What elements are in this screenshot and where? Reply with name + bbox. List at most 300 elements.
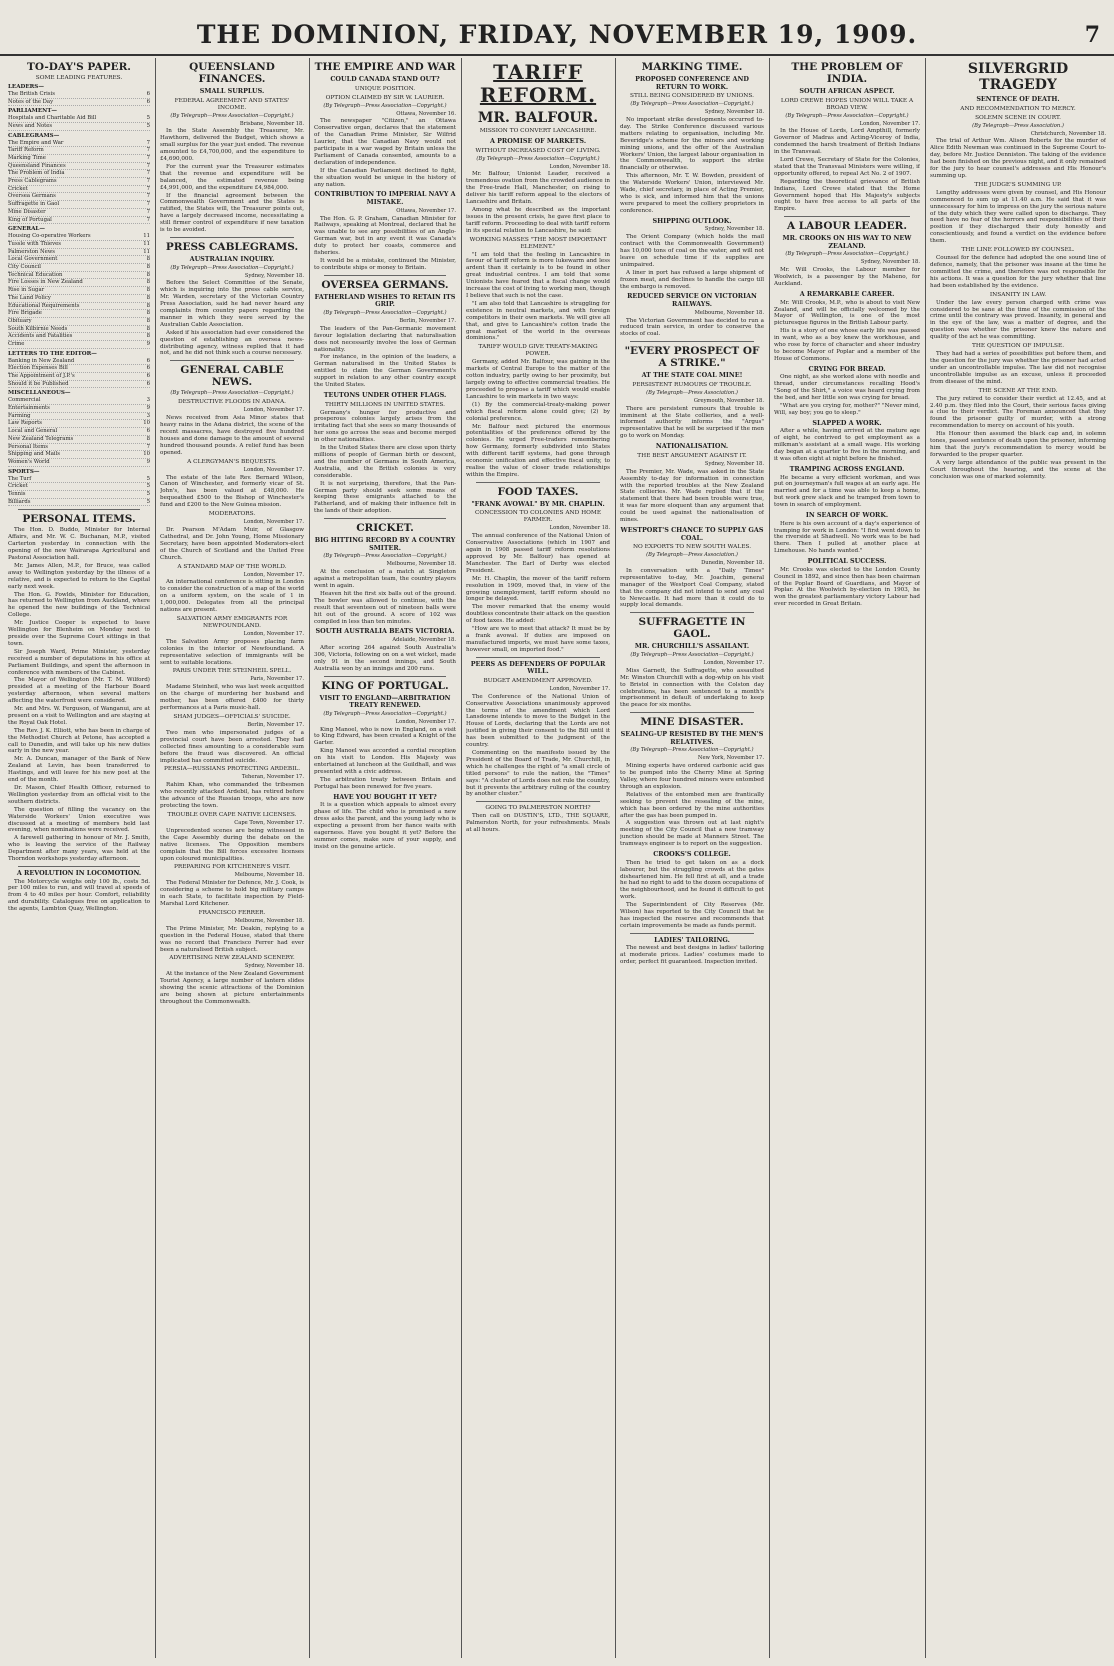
contents-item-label: Entertainments: [8, 405, 50, 412]
contents-item-label: Obituary: [8, 317, 32, 324]
contents-item-label: Women's World: [8, 458, 50, 465]
article-subheading: CONTRIBUTION TO IMPERIAL NAVY A MISTAKE.: [314, 190, 456, 207]
paragraph: Counsel for the defence had adopted the one sound line of defence, namely, that the prisoner was insane at the time he committed the crime, and therefore was not responsible for his actions. It was a question for the jury whether that line had been established by the evidence.: [930, 255, 1106, 289]
byline: (By Telegraph—Press Association—Copyright.): [476, 155, 600, 162]
paragraph: One night, as she worked alone with needle and thread, under circumstances recalling Hood's "Song of the Shirt," a voice was heard crying from the bed, and her little son was crying for bread.: [774, 374, 920, 402]
contents-item-page: 5: [146, 115, 150, 122]
contents-list: [8, 115, 150, 130]
paragraph: The annual conference of the National Union of Conservative Associations (which in 1907 and again in 1908 passed tariff reform resolutions approved by Mr. Balfour) has opened at Manchester. The Earl of Derby was elected President.: [466, 533, 610, 574]
page-number: 7: [1084, 22, 1100, 48]
paragraph: The Hon. D. Buddo, Minister for Internal Affairs, and Mr. W. C. Buchanan, M.P., visited Carterton yesterday in connection with the opening of the new Wairarapa Agricultural and Pastoral Association hall.: [8, 527, 150, 562]
contents-item: [8, 163, 150, 171]
contents-item-label: The Empire and War: [8, 139, 64, 146]
article-subheading: AT THE STATE COAL MINE!: [641, 371, 743, 380]
dateline: Melbourne, November 18.: [234, 872, 304, 879]
dateline: Teheran, November 17.: [241, 774, 304, 781]
paragraph: Dr. Mason, Chief Health Officer, returned to Wellington yesterday from an official visit to the southern districts.: [8, 785, 150, 805]
news-item-title: PERSIA—RUSSIANS PROTECTING ARDEBIL.: [163, 766, 301, 773]
paragraph: (1) By the commercial-treaty-making power which fiscal reform alone could give; (2) by colonial preference.: [466, 401, 610, 422]
contents-item-label: The Problem of India: [8, 170, 65, 177]
paragraph: "I am told that the feeling in Lancashire in favour of tariff reform is more lukewarm and less ardent than it certainly is to be found in other great industrial centres. I am told that some Unionists have feared that a fiscal change would increase the cost of living to working men, though I believe that such is not the case.: [466, 251, 610, 299]
contents-item-label: Election Expenses Bill: [8, 365, 68, 372]
news-item-title: A CLERGYMAN'S BEQUESTS.: [187, 458, 277, 465]
article-subheading: HAVE YOU BOUGHT IT YET?: [333, 792, 437, 801]
food-taxes-heading: FOOD TAXES.: [497, 485, 579, 498]
paragraph: Lord Crewe, Secretary of State for the Colonies, stated that the Transvaal Ministers were willing, if opportunity offered, to repeal Act No. 2 of 1907.: [774, 157, 920, 177]
contents-item-label: New Zealand Telegrams: [8, 435, 74, 442]
contents-item-label: Should it be Published: [8, 380, 69, 387]
paragraph: Here is his own account of a day's experience of tramping for work in London: "I first went down to the riverside at Shadwell. No work was to be had there. Then I pulled at another place at Limehouse. No hands wanted.": [774, 520, 920, 555]
dateline: Melbourne, November 18.: [694, 309, 764, 316]
article-subheading: WESTPORT'S CHANCE TO SUPPLY GAS COAL.: [620, 525, 764, 542]
section-title: INSANITY IN LAW.: [989, 291, 1047, 298]
paragraph: The trial of Arthur Wm. Alison Roberts for the murder of Alice Edith Newman was continued in the Supreme Court to-day, before Mr. Justice Denniston. The taking of the evidence had been finished on the previous night, and it only remained for the jury to hear counsel's addresses and His Honour's summing up.: [930, 138, 1106, 179]
contents-item-page: 7: [146, 154, 150, 161]
contents-item-page: 5: [146, 122, 150, 129]
article-subheading: SEALING-UP RESISTED BY THE MEN'S RELATIVES.: [620, 730, 764, 746]
contents-item-page: 6: [146, 365, 150, 372]
contents-item-page: 6: [146, 357, 150, 364]
contents-item-page: 10: [143, 451, 150, 458]
article-heading: MINE DISASTER.: [640, 716, 744, 729]
contents-item: [8, 99, 150, 107]
article-heading: KING OF PORTUGAL.: [321, 679, 449, 692]
paragraph: There are persistent rumours that trouble is imminent at the State collieries, and a well-informed authority informs the "Argus" representative that he will be surprised if the men go to work on Monday.: [620, 405, 764, 440]
news-item-title: MODERATORS.: [208, 511, 256, 518]
contents-item: [8, 358, 150, 366]
paragraph: This afternoon, Mr. T. W. Bowden, president of the Waterside Workers' Union, interviewed Mr. Wade, chief secretary, in place of Acting Premier, who is sick, and informed him that the unions were prepared to meet the colliery proprietors in conference.: [620, 173, 764, 214]
contents-item-page: 7: [146, 185, 150, 192]
contents-item: [8, 264, 150, 272]
contents-group-title: PARLIAMENT—: [8, 108, 58, 115]
tariff-quote-heading: WORKING MASSES "THE MOST IMPORTANT ELEMENT.": [469, 236, 607, 250]
article-heading: "EVERY PROSPECT OF A STRIKE.": [624, 345, 760, 370]
separator: [18, 866, 140, 867]
contents-item: [8, 444, 150, 452]
contents-item: [8, 91, 150, 99]
paragraph: His is a story of one whose early life was passed in want, who as a boy knew the workhouse, and who rose by force of character and sheer industry to become Mayor of Poplar and a member of the House of Commons.: [774, 328, 920, 362]
paragraph: At the conclusion of a match at Singleton against a metropolitan team, the country players went in again.: [314, 569, 456, 589]
masthead: [0, 18, 1114, 56]
paragraph: Two men who impersonated judges of a provincial court have been arrested. They had collected fines amounting to a considerable sum before the fraud was discovered. An official implicated has committed suicide.: [160, 729, 304, 764]
contents-item-label: Hospitals and Charitable Aid Bill: [8, 115, 97, 122]
contents-item-label: Palmerston News: [8, 248, 56, 255]
food-taxes-sub2: CONCESSION TO COLONIES AND HOME FARMER.: [474, 510, 602, 524]
contents-item-label: Cricket: [8, 185, 28, 192]
contents-item-page: 7: [146, 170, 150, 177]
contents-item: [8, 341, 150, 349]
tariff-sub3: A PROMISE OF MARKETS.: [489, 137, 587, 145]
silvergrid-closing: [930, 431, 1106, 480]
contents-item-label: Tussle with Thieves: [8, 240, 61, 247]
article-subheading: SHIPPING OUTLOOK.: [652, 216, 732, 225]
ad-heading: A REVOLUTION IN LOCOMOTION.: [16, 868, 142, 877]
contents-item: [8, 310, 150, 318]
byline: (By Telegraph—Press Association—Copyright.): [785, 251, 909, 258]
dateline: Greymouth, November 18.: [693, 397, 764, 404]
contents-item: [8, 170, 150, 178]
paragraph: A liner in port has refused a large shipment of frozen meat, and declines to handle the cargo till the embargo is removed.: [620, 269, 764, 290]
paragraph: The Orient Company (which holds the mail contract with the Commonwealth Government) has 10,000 tons of coal on the water, and will not leave on schedule time if its supplies are unimpaired.: [620, 234, 764, 268]
contents-item-page: 5: [146, 498, 150, 505]
contents-item-page: 8: [146, 271, 150, 278]
paragraph: The Victorian Government has decided to run a reduced train service, in order to conserve the stocks of coal.: [620, 317, 764, 338]
tariff-body-2: [466, 252, 610, 343]
paragraph: Germany's hunger for productive and prosperous colonies largely arises from the irritating fact that she sees so many thousands of her sons go across the seas and become merged in other nationalities.: [314, 409, 456, 444]
contents-item: [8, 451, 150, 459]
todays-paper-subheading: SOME LEADING FEATURES.: [35, 75, 123, 81]
contents-item: [8, 140, 150, 148]
paragraph: The Hon. G. Fowlds, Minister for Education, has returned to Wellington from Auckland, where he opened the new buildings of the Technical College.: [8, 591, 150, 619]
dateline: Sydney, November 18.: [704, 460, 764, 467]
contents-item-label: Fire Brigade: [8, 310, 42, 317]
contents-item: [8, 295, 150, 303]
section-title: THE SCENE AT THE END.: [978, 387, 1058, 394]
paragraph: Mr. A. Duncan, manager of the Bank of New Zealand at Levin, has been transferred to Hastings, and will leave for his new post at the end of the month.: [8, 756, 150, 784]
contents-item-label: Educational Requirements: [8, 302, 80, 309]
paragraph: It would be a mistake, continued the Minister, to contribute ships or money to Britain.: [314, 258, 456, 271]
dateline: London, November 17.: [859, 120, 920, 127]
contents-item-page: 7: [146, 162, 150, 169]
section-title: THE JUDGE'S SUMMING UP.: [974, 181, 1062, 188]
contents-item-page: 10: [143, 420, 150, 427]
contents-item: [8, 287, 150, 295]
byline: (By Telegraph—Press Association—Copyright.): [785, 112, 909, 119]
article-subheading: TEUTONS UNDER OTHER FLAGS.: [323, 390, 447, 399]
article-heading: SUFFRAGETTE IN GAOL.: [638, 616, 746, 641]
byline: (By Telegraph—Press Association.): [646, 552, 738, 559]
silvergrid-sections: [930, 182, 1106, 430]
column-rule: [925, 58, 926, 1658]
dateline: London, November 17.: [243, 466, 304, 473]
palmerston-ad-text: Then call on DUSTIN'S, LTD., THE SQUARE, Palmerston North, for your refreshments. Meals at all hours.: [466, 813, 610, 834]
separator: [324, 676, 446, 677]
separator: [784, 216, 910, 217]
dateline: Sydney, November 18.: [704, 226, 764, 233]
contents-item-page: 9: [146, 341, 150, 348]
paragraph: If the financial agreement between the Commonwealth Government and the States is ratified, the States will, the Treasurer points out, have a largely decreased income, necessitating a still firmer control of expenditure if new taxation is to be avoided.: [160, 192, 304, 234]
separator: [324, 275, 446, 276]
article-subheading: OPTION CLAIMED BY SIR W. LAURIER.: [325, 94, 445, 101]
byline: (By Telegraph—Press Association—Copyright.): [323, 553, 447, 560]
column-rule: [769, 58, 770, 1658]
byline: (By Telegraph—Press Association—Copyright.): [630, 101, 754, 108]
paragraph: The Salvation Army proposes placing farm colonies in the interior of Newfoundland. A representative selection of immigrants will be sent to suitable locations.: [160, 638, 304, 666]
dateline: Dunedin, November 18.: [701, 560, 764, 567]
paragraph: For instance, in the opinion of the leaders, a German naturalised in the United States is entitled to claim the German Government's support in relation to any other country except the United States.: [314, 354, 456, 389]
contents-item-label: City Council: [8, 263, 41, 270]
paragraph: Madame Steinheil, who was last week acquitted on the charge of murdering her husband and mother, has been offered £400 for thirty performances at a Paris music-hall.: [160, 684, 304, 712]
contents-item-label: South Kilbirnie Needs: [8, 325, 68, 332]
paragraph: Unprecedented scenes are being witnessed in the Cape Assembly during the debate on the native licenses. The Opposition members complain that the Bill forces excessive licenses upon coloured municipalities.: [160, 827, 304, 862]
paragraph: "How are we to meet that attack? It must be by a frank avowal. If duties are imposed on manufactured imports, we must have some taxes, however small, on imported food.": [466, 626, 610, 653]
tariff-reform-heading: TARIFF REFORM.: [479, 60, 597, 107]
article-heading: THE EMPIRE AND WAR: [314, 61, 456, 73]
personal-items-heading: PERSONAL ITEMS.: [22, 513, 136, 526]
contents-item-page: 8: [146, 294, 150, 301]
contents-item-page: 11: [143, 248, 150, 255]
paragraph: King Manoel was accorded a cordial reception on his visit to London. His Majesty was entertained at luncheon at the Guildhall, and was presented with a civic address.: [314, 748, 456, 775]
contents-item-label: The Turf: [8, 475, 32, 482]
separator: [170, 237, 294, 238]
news-item-title: FRANCISCO FERRER.: [198, 909, 266, 916]
contents-item-label: Farming: [8, 412, 31, 419]
contents-item: [8, 333, 150, 341]
silvergrid-sub2: AND RECOMMENDATION TO MERCY.: [960, 105, 1076, 112]
paragraph: In the United States there are close upon thirty millions of people of German birth or descent, and the number of Germans in South America, Australia, and the British colonies is very considerable.: [314, 445, 456, 479]
contents-item-page: 3: [146, 397, 150, 404]
contents-item-label: Crime: [8, 341, 25, 348]
dateline: Melbourne, November 18.: [386, 561, 456, 568]
column-rule: [155, 58, 156, 1658]
separator: [630, 933, 754, 934]
contents-item-page: 8: [146, 287, 150, 294]
dateline: London, November 17.: [243, 407, 304, 414]
article-subheading: THIRTY MILLIONS IN UNITED STATES.: [325, 401, 445, 408]
contents-item-page: 7: [146, 139, 150, 146]
article-subheading: NATIONALISATION.: [655, 442, 729, 451]
paragraph: News received from Asia Minor states that heavy rains in the Adana district, the scene of the recent massacres, have destroyed five hundred houses and done damage to the amount of several hundred thousand pounds. A relief fund has been opened.: [160, 415, 304, 456]
paragraph: After a while, having arrived at the mature age of eight, he contrived to get employment as a milkman's assistant at a small wage. His working day began at a quarter to five in the morning, and it was often eight at night before he finished.: [774, 428, 920, 462]
contents-item-label: Shipping and Mails: [8, 451, 61, 458]
paragraph: Mining experts have ordered carbonic acid gas to be pumped into the Cherry Mine at Spring Valley, where four hundred miners were entombed through an explosion.: [620, 763, 764, 790]
article-subheading: COULD CANADA STAND OUT?: [330, 75, 440, 83]
contents-item-page: 7: [146, 147, 150, 154]
paragraph: Relatives of the entombed men are frantically seeking to prevent the resealing of the mine, which has been ordered by the mine authorities after the gas has been pumped in.: [620, 791, 764, 819]
separator: [630, 341, 754, 342]
contents-item-page: 8: [146, 435, 150, 442]
paragraph: An international conference is sitting in London to consider the construction of a map of the world on a uniform system, on the scale of 1 in 1,000,000. Delegates from all the principal nations are present.: [160, 579, 304, 614]
paragraph: He became a very efficient workman, and was put on journeyman's full wages at an early age. He married and for a time was able to keep a home, but work grew slack and he tramped from town to town in search of employment.: [774, 474, 920, 509]
article-subheading: UNIQUE POSITION.: [354, 85, 416, 92]
contents-item: [8, 365, 150, 373]
contents-item-page: 6: [146, 90, 150, 97]
contents-item-label: The Appointment of J.P.'s: [8, 373, 75, 380]
dateline: London, November 17.: [243, 630, 304, 637]
paragraph: Regarding the theoretical grievance of British Indians, Lord Crewe stated that the Home Government hoped that His Majesty's subjects ought to have free access to all parts of the Empire.: [774, 178, 920, 213]
contents-item: [8, 178, 150, 186]
contents-item-label: Tariff Reform: [8, 147, 44, 154]
contents-item: [8, 241, 150, 249]
separator: [170, 360, 294, 361]
contents-item-page: 7: [146, 216, 150, 223]
dateline: London, November 17.: [703, 659, 764, 666]
tariff-quote-heading-2: TARIFF WOULD GIVE TREATY-MAKING POWER.: [478, 344, 598, 358]
contents-item: [8, 499, 150, 507]
contents-item: [8, 209, 150, 217]
section-title: THE QUESTION OF IMPULSE.: [971, 343, 1065, 350]
contents-item: [8, 476, 150, 484]
contents-item-page: 8: [146, 333, 150, 340]
contents-list: [8, 358, 150, 389]
news-item-title: SALVATION ARMY EMIGRANTS FOR NEWFOUNDLAND.: [176, 615, 288, 629]
contents-item-label: Accidents and Fatalities: [8, 333, 73, 340]
contents-item-label: Billiards: [8, 498, 31, 505]
contents-item-page: 3: [146, 412, 150, 419]
separator: [324, 518, 446, 519]
contents-item: [8, 303, 150, 311]
paragraph: "I am also told that Lancashire is struggling for existence in neutral markets, and with foreign competitors in their own markets. We will give all that, and give to Lancashire's cotton trade the great market of the world in the overseas dominions.": [466, 300, 610, 342]
contents-item: [8, 397, 150, 405]
paragraph: The arbitration treaty between Britain and Portugal has been renewed for five years.: [314, 776, 456, 790]
paragraph: Mr. Justice Cooper is expected to leave Wellington for Blenheim on Monday next to preside over the Supreme Court sittings in that town.: [8, 620, 150, 647]
article-heading: CRICKET.: [356, 522, 414, 535]
paragraph: It is not surprising, therefore, that the Pan-German party should seek some means of keeping these emigrants attached to the Fatherland, and of making their influence felt in the lands of their adoption.: [314, 480, 456, 515]
article-subheading: PERSISTENT RUMOURS OF TROUBLE.: [632, 381, 752, 388]
paragraph: The newest and best designs in ladies' tailoring at moderate prices. Ladies' costumes made to order, perfect fit guaranteed. Inspection invited.: [620, 945, 764, 966]
contents-item-page: 7: [146, 201, 150, 208]
silvergrid-intro: [930, 138, 1106, 179]
article-subheading: AUSTRALIAN INQUIRY.: [189, 255, 275, 263]
contents-item: [8, 318, 150, 326]
contents-item: [8, 483, 150, 491]
paragraph: Mr. James Allen, M.P., for Bruce, was called away to Wellington yesterday by the illness of a relative, and is expected to return to the Capital early next week.: [8, 562, 150, 590]
ad-heading: LADIES' TAILORING.: [654, 935, 730, 944]
contents-item-page: 7: [146, 193, 150, 200]
article-subheading: FATHERLAND WISHES TO RETAIN ITS GRIP.: [314, 292, 456, 309]
tariff-body-3: [466, 359, 610, 478]
todays-paper-heading: TO-DAY'S PAPER.: [27, 61, 131, 73]
column-todays-paper: [8, 58, 150, 1658]
article-heading: OVERSEA GERMANS.: [321, 278, 449, 291]
contents-item-label: Queensland Finances: [8, 162, 66, 169]
separator: [476, 657, 600, 658]
contents-item-page: 8: [146, 256, 150, 263]
paragraph: A farewell gathering in honour of Mr. J. Smith, who is leaving the service of the Railway Department after many years, was held at the Thorndon workshops yesterday afternoon.: [8, 835, 150, 863]
contents-item-page: 8: [146, 279, 150, 286]
contents-item-page: 5: [146, 483, 150, 490]
paragraph: The Rev. J. K. Elliott, who has been in charge of the Methodist Church at Petone, has accepted a call to Dunedin, and will take up his new duties early in the new year.: [8, 727, 150, 755]
paragraph: The Prime Minister, Mr. Deakin, replying to a question in the Federal House, stated that there was no record that Francisco Ferrer had ever been a naturalised British subject.: [160, 925, 304, 953]
news-item-title: TROUBLE OVER CAPE NATIVE LICENSES.: [167, 811, 297, 818]
paragraph: The Mayor of Wellington (Mr. T. M. Wilford) presided at a meeting of the Harbour Board yesterday afternoon, when several matters affecting the waterfront were considered.: [8, 677, 150, 705]
column-problem-of-india: [774, 58, 920, 1658]
dateline: London, November 17.: [549, 685, 610, 692]
contents-item-page: 7: [146, 443, 150, 450]
article-heading: PRESS CABLEGRAMS.: [165, 241, 299, 253]
column-silvergrid-tragedy: [930, 58, 1106, 1658]
contents-item-page: 5: [146, 490, 150, 497]
paragraph: The question of filling the vacancy on the Waterside Workers' Union executive was discussed at a meeting of members held last evening, when nominations were received.: [8, 806, 150, 834]
column-queensland-press-cables: [160, 58, 304, 1658]
article-subheading: SMALL SURPLUS.: [199, 87, 265, 95]
contents-item-page: 6: [146, 98, 150, 105]
news-item-title: PARIS UNDER THE STEINHEIL SPELL.: [172, 668, 292, 675]
contents-item: [8, 413, 150, 421]
peers-body: [466, 694, 610, 799]
contents-group-title: LETTERS TO THE EDITOR—: [8, 350, 97, 357]
paragraph: The Federal Minister for Defence, Mr. J. Cook, is considering a scheme to hold big military camps in each State, to facilitate inspection by Field-Marshal Lord Kitchener.: [160, 880, 304, 908]
dateline: Berlin, November 17.: [247, 722, 304, 728]
article-subheading: FEDERAL AGREEMENT AND STATES' INCOME.: [174, 97, 290, 111]
article-subheading: MR. CHURCHILL'S ASSAILANT.: [634, 642, 750, 651]
contents-item: [8, 123, 150, 131]
dateline: Melbourne, November 18.: [234, 917, 304, 924]
contents-item-label: Cricket: [8, 483, 28, 490]
paragraph: Mr. Balfour next pictured the enormous potentialities of the preference offered by the colonies. He urged Free-traders remembering how Germany, formerly subdivided into States with different tariff systems, had gone through economic unification and effective fiscal unity, to realise the value of closer trade relationships within the Empire.: [466, 423, 610, 478]
article-subheading: POLITICAL SUCCESS.: [807, 557, 887, 566]
contents-item-label: Mine Disaster: [8, 208, 46, 215]
paragraph: Mr. Will Crooks, M.P., who is about to visit New Zealand, and will be officially welcomed by the Mayor of Wellington, is one of the most picturesque figures in the British Labour party.: [774, 299, 920, 327]
palmerston-ad-heading: GOING TO PALMERSTON NORTH?: [485, 805, 591, 812]
tariff-body-1: [466, 171, 610, 234]
contents-item: [8, 420, 150, 428]
personal-items: [8, 527, 150, 863]
paragraph: The Conference of the National Union of Conservative Associations unanimously approved the terms of the amendment which Lord Lansdowne intends to move to the Budget in the House of Lords, declaring that the Lords are not justified in giving their consent to the Bill until it has been submitted to the judgment of the country.: [466, 693, 610, 749]
paragraph: The newspaper "Citizen," an Ottawa Conservative organ, declares that the statement of the Canadian Prime Minister, Sir Wilfrid Laurier, that the Canadian Navy would not participate in a war waged by Britain unless the Parliament of Canada consented, amounts to a declaration of independence.: [314, 118, 456, 166]
contents-item-label: Local Government: [8, 256, 58, 263]
article-subheading: IN SEARCH OF WORK.: [805, 511, 889, 520]
contents-item: [8, 147, 150, 155]
column-rule: [309, 58, 310, 1658]
separator: [630, 712, 754, 713]
contents-item: [8, 256, 150, 264]
silvergrid-sub3: SOLEMN SCENE IN COURT.: [975, 114, 1061, 121]
contents-item: [8, 436, 150, 444]
paragraph: Commenting on the manifesto issued by the President of the Board of Trade, Mr. Churchill, in which he challenges the right of "a small circle of titled persons" to rule the nation, the "Times" says: "A cluster of Lords does not rule the country, but it prevents the arbitrary ruling of the country by another cluster.": [466, 750, 610, 798]
contents-item-label: Tennis: [8, 490, 26, 497]
contents-list: [8, 91, 150, 106]
contents-item-label: Personal Items: [8, 443, 48, 450]
contents-item: [8, 201, 150, 209]
dateline: Cape Town, November 17.: [234, 819, 304, 826]
dateline: Sydney, November 18.: [244, 272, 304, 279]
contents-item-label: Oversea Germans: [8, 193, 56, 200]
paragraph: Before the Select Committee of the Senate, which is inquiring into the press cable service, Mr. Warden, secretary of the Victorian Country Press Association, said he had never heard any complaints from country papers regarding the manner in which they were served by the Australian Cable Association.: [160, 280, 304, 328]
dateline: Christchurch, November 18.: [1030, 130, 1106, 137]
contents-item-page: 11: [143, 240, 150, 247]
contents-item: [8, 279, 150, 287]
news-item-title: DESTRUCTIVE FLOODS IN ADANA.: [178, 399, 286, 406]
contents-item-page: 11: [143, 233, 150, 240]
contents-group-title: GENERAL—: [8, 226, 45, 233]
contents-item-label: The Land Policy: [8, 294, 51, 301]
contents-item-label: News and Notes: [8, 122, 53, 129]
contents-item-label: King of Portugal: [8, 216, 52, 223]
contents-item-label: Law Reports: [8, 420, 42, 427]
contents-group-title: SPORTS—: [8, 468, 40, 475]
byline: (By Telegraph—Press Association.): [972, 122, 1064, 129]
separator: [476, 801, 600, 802]
paragraph: The leaders of the Pan-Germanic movement favour legislation declaring that naturalisation does not necessarily involve the loss of German nationality.: [314, 325, 456, 353]
news-item-title: ADVERTISING NEW ZEALAND SCENERY.: [169, 955, 295, 962]
contents-group-title: LEADERS—: [8, 84, 44, 90]
article-heading: A LABOUR LEADER.: [786, 220, 908, 233]
article-subheading: PROPOSED CONFERENCE AND RETURN TO WORK.: [635, 75, 749, 91]
contents-item-page: 6: [146, 428, 150, 435]
contents-item-page: 9: [146, 458, 150, 465]
separator: [18, 509, 140, 510]
contents-item: [8, 217, 150, 225]
paragraph: The mover remarked that the enemy would doubtless concentrate their attack on the question of food taxes. He added:: [466, 604, 610, 625]
contents-item-label: Housing Co-operative Workers: [8, 233, 91, 240]
paragraph: A very large attendance of the public was present in the Court throughout the hearing, and the scene at the conclusion was one of marked solemnity.: [930, 459, 1106, 480]
contents-list: [8, 140, 150, 225]
tariff-sub2: MISSION TO CONVERT LANCASHIRE.: [479, 128, 597, 134]
contents-item: [8, 381, 150, 389]
dateline: Ottawa, November 17.: [396, 207, 456, 214]
paragraph: In conversation with a "Daily Times" representative to-day, Mr. Joachim, general manager of the Westport Coal Company, stated that the company did not intend to send any coal to Newcastle. It had more than it could do to supply local demands.: [620, 567, 764, 609]
dateline: London, November 17.: [243, 519, 304, 526]
contents-item: [8, 193, 150, 201]
paragraph: A suggestion was thrown out at last night's meeting of the City Council that a new tramway junction should be made at Manners Street. The tramways engineer is to report on the suggestion.: [620, 820, 764, 848]
paragraph: Germany, added Mr. Balfour, was gaining in the markets of Central Europe to the matter of the cotton industry, partly owing to her proximity, but largely owing to effective commercial treaties. He proceeded to propose a tariff which would enable Lancashire to win markets in two ways:: [466, 359, 610, 400]
dateline: London, November 17.: [243, 571, 304, 578]
contents-item: [8, 373, 150, 381]
contents-item-label: The British Crisis: [8, 90, 55, 97]
article-subheading: STILL BEING CONSIDERED BY UNIONS.: [630, 93, 754, 100]
contents-item: [8, 405, 150, 413]
